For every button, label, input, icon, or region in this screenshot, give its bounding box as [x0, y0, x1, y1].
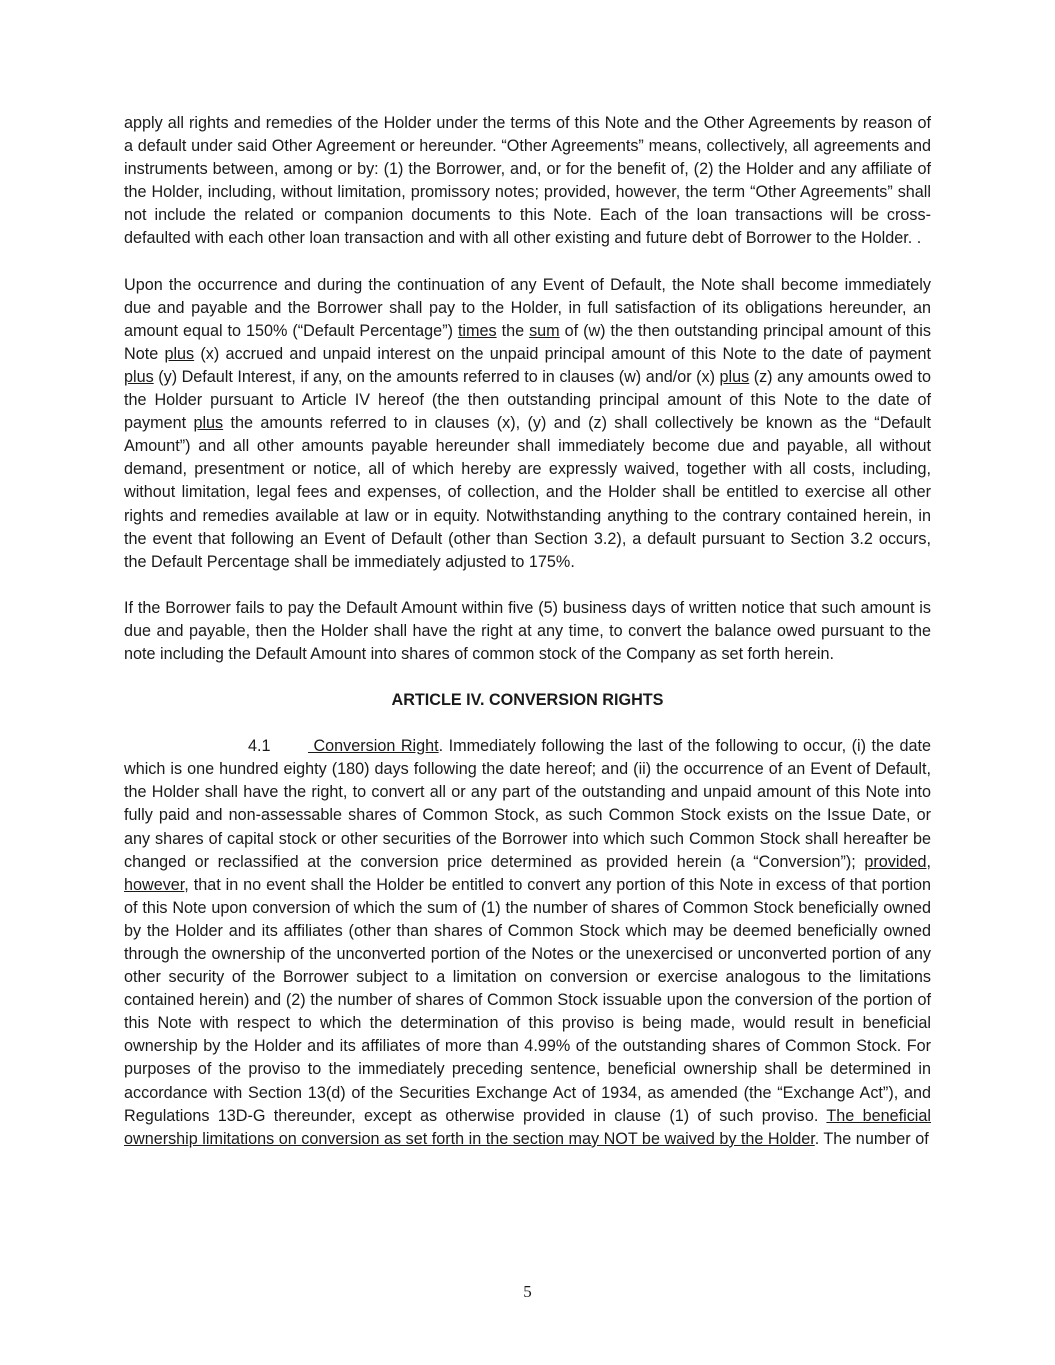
- text-run: . Immediately following the last of the following to occur, (i) the date which is one hundred eighty (180) days following the date hereof; and (ii) the occurrence of an Event of Default, the Holder shall have the right, to convert all or any part of the outstanding and unpaid amount of this Note into fully paid and non-assessable shares of Common Stock, as such Common Stock exists on the Issue Date, or any shares of capital stock or other securities of the Borrower into which such Common Stock shall hereafter be changed or reclassified at the conversion price determined as provided herein (a “Conversion”);: [124, 737, 931, 871]
- underlined-term: times: [457, 321, 497, 340]
- underlined-term: plus: [124, 367, 154, 386]
- section-number: 4.1: [248, 737, 271, 756]
- underlined-term: however: [124, 875, 185, 894]
- underlined-term: plus: [719, 367, 750, 386]
- underlined-term: sum: [529, 321, 560, 340]
- underlined-term: plus: [193, 414, 224, 433]
- page-number: 5: [523, 1282, 532, 1301]
- article-heading: ARTICLE IV. CONVERSION RIGHTS: [391, 691, 664, 710]
- underlined-term: provided: [864, 852, 927, 871]
- paragraph-default-amount: [124, 274, 931, 574]
- text-run: the amounts referred to in clauses (x), (y) and (z) shall collectively be known as the “Default Amount”) and all other amounts payable hereunder shall immediately become due and payable, all without demand, presentment or notice, all of which hereby are expressly waived, together with all costs, including, without limitation, legal fees and expenses, of collection, and the Holder shall be entitled to exercise all other rights and remedies available at law or in equity. Notwithstanding anything to the contrary contained herein, in the event that following an Event of Default (other than Section 3.2), a default pursuant to Section 3.2 occurs, the Default Percentage shall be immediately adjusted to 175%.: [124, 414, 931, 571]
- document-page: [124, 112, 931, 1174]
- text-run: of (w) the then outstanding principal amount of this Note: [124, 321, 931, 363]
- text-run: ,: [926, 852, 931, 871]
- text-run: , that in no event shall the Holder be entitled to convert any portion of this Note in excess of that portion of this Note upon conversion of which the sum of (1) the number of shares of Common Stock beneficially owned by the Holder and its affiliates (other than shares of Common Stock which may be deemed beneficially owned through the ownership of the unconverted portion of the Notes or the unexercised or unconverted portion of any other security of the Borrower subject to a limitation on conversion or exercise analogous to the limitations contained herein) and (2) the number of shares of Common Stock issuable upon the conversion of the portion of this Note with respect to which the determination of this proviso is being made, would result in beneficial ownership by the Holder and its affiliates of more than 4.99% of the outstanding shares of Common Stock. For purposes of the proviso to the immediately preceding sentence, beneficial ownership shall be determined in accordance with Section 13(d) of the Securities Exchange Act of 1934, as amended (the “Exchange Act”), and Regulations 13D-G thereunder, except as otherwise provided in clause (1) of such proviso.: [124, 875, 931, 1125]
- text-run: (z) any amounts owed to the Holder pursuant to Article IV hereof (the then outstanding principal amount of this Note to the date of payment: [124, 367, 931, 433]
- underlined-term: The beneficial ownership limitations on conversion as set forth in the section may NOT be waived by the Holder: [124, 1106, 931, 1148]
- text-run: the: [496, 321, 530, 340]
- section-4-1: [124, 735, 931, 1151]
- text-run: (x) accrued and unpaid interest on the unpaid principal amount of this Note to the date of payment: [194, 344, 931, 363]
- section-title: Conversion Right: [308, 737, 439, 756]
- paragraph-other-agreements: apply all rights and remedies of the Holder under the terms of this Note and the Other Agreements by reason of a default under said Other Agreement or hereunder. “Other Agreements” means, collectively, all agreements and instruments between, among or by: (1) the Borrower, and, or for the benefit of, (2) the Holder and any affiliate of the Holder, including, without limitation, promissory notes; provided, however, the term “Other Agreements” shall not include the related or companion documents to this Note. Each of the loan transactions will be cross-defaulted with each other loan transaction and with all other existing and future debt of Borrower to the Holder. .: [124, 114, 931, 248]
- text-run: (y) Default Interest, if any, on the amounts referred to in clauses (w) and/or (x): [153, 367, 720, 386]
- text-run: Upon the occurrence and during the continuation of any Event of Default, the Note shall become immediately due and payable and the Borrower shall pay to the Holder, in full satisfaction of its obligations hereunder, an amount equal to 150% (“Default Percentage”): [124, 275, 931, 340]
- paragraph-conversion-balance: If the Borrower fails to pay the Default Amount within five (5) business days of written notice that such amount is due and payable, then the Holder shall have the right at any time, to convert the balance owed pursuant to the note including the Default Amount into shares of common stock of the Company as set forth herein.: [124, 598, 931, 663]
- underlined-term: plus: [164, 344, 195, 363]
- text-run: . The number of: [814, 1129, 929, 1148]
